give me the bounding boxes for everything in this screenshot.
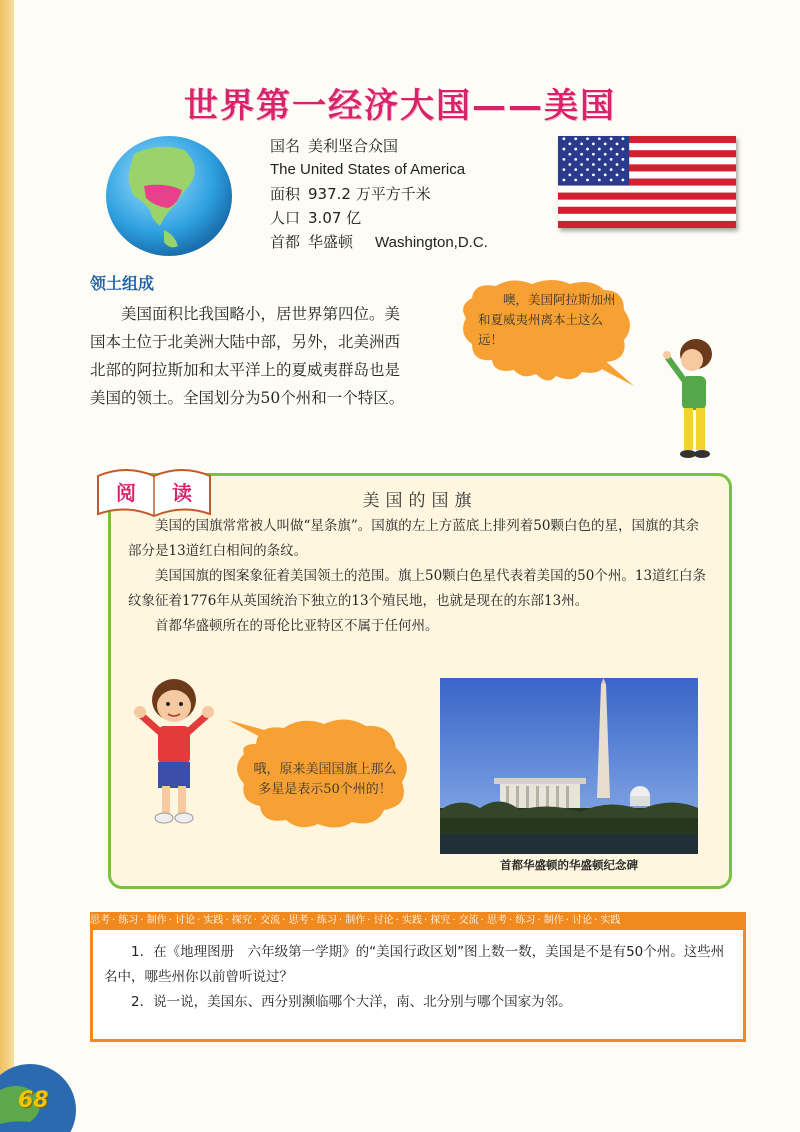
reading-title: 美国的国旗 bbox=[362, 491, 478, 511]
flag-star bbox=[574, 179, 577, 182]
page-title: 世界第一经济大国——美国 bbox=[184, 86, 616, 126]
ribbon-word: · 实践 bbox=[594, 915, 621, 926]
us-flag-image bbox=[558, 136, 736, 228]
bubble-text-stars: 哦，原来美国国旗上那么多星是表示50个州的！ bbox=[253, 762, 397, 797]
territory-heading: 领土组成 bbox=[90, 274, 155, 293]
ribbon-word: · 思考 bbox=[282, 915, 309, 926]
flag-star bbox=[610, 137, 613, 140]
exercise-text bbox=[104, 940, 728, 1015]
flag-star bbox=[562, 137, 565, 140]
flag-star bbox=[580, 173, 583, 176]
flag-star bbox=[574, 137, 577, 140]
photo-caption: 首都华盛顿的华盛顿纪念碑 bbox=[500, 858, 638, 872]
ribbon-word: · 交流 bbox=[253, 915, 281, 926]
ribbon-word: · 探究 bbox=[225, 915, 252, 926]
flag-star bbox=[616, 163, 619, 166]
reading-paragraph-2: 美国国旗的图案象征着美国领土的范围。旗上50颗白色星代表着美国的50个州。13道红白条纹象征着1776年从英国统治下独立的13个殖民地，也就是现在的东部13州。 bbox=[128, 568, 707, 609]
flag-star bbox=[604, 163, 607, 166]
flag-star bbox=[604, 143, 607, 146]
reading-paragraph-1: 美国的国旗常常被人叫做“星条旗”。国旗的左上方蓝底上排列着50颗白色的星，国旗的其余部分是13道红白相间的条纹。 bbox=[128, 518, 699, 559]
washington-monument-photo bbox=[440, 678, 698, 854]
flag-star bbox=[592, 153, 595, 156]
flag-star bbox=[580, 153, 583, 156]
flag-star bbox=[616, 173, 619, 176]
flag-star bbox=[604, 153, 607, 156]
ribbon-word: · 制作 bbox=[140, 915, 167, 926]
flag-star bbox=[610, 168, 613, 171]
reading-paragraph-3: 首都华盛顿所在的哥伦比亚特区不属于任何州。 bbox=[155, 618, 439, 634]
flag-star bbox=[574, 148, 577, 151]
flag-star bbox=[580, 163, 583, 166]
area-value: 937.2 万平方千米 bbox=[308, 185, 431, 203]
flag-star bbox=[592, 143, 595, 146]
ribbon-word: · 讨论 bbox=[565, 915, 593, 926]
page-edge-band bbox=[0, 0, 14, 1132]
flag-star bbox=[598, 179, 601, 182]
boy-waving-illustration bbox=[134, 676, 214, 828]
flag-star bbox=[562, 168, 565, 171]
flag-star bbox=[586, 168, 589, 171]
country-info bbox=[270, 134, 496, 255]
ribbon-word: · 实践 bbox=[395, 915, 422, 926]
flag-star bbox=[562, 148, 565, 151]
flag-star bbox=[586, 179, 589, 182]
name-value: 美利坚合众国 bbox=[308, 137, 399, 155]
flag-star bbox=[598, 137, 601, 140]
ribbon-word: · 练习 bbox=[310, 915, 337, 926]
activity-ribbon bbox=[90, 912, 746, 930]
name-label: 国名 bbox=[270, 137, 301, 155]
flag-star bbox=[574, 168, 577, 171]
flag-star bbox=[622, 168, 625, 171]
flag-star bbox=[568, 143, 571, 146]
globe-illustration bbox=[104, 134, 234, 258]
capital-english: Washington,D.C. bbox=[375, 234, 488, 251]
flag-star bbox=[562, 179, 565, 182]
capital-value: 华盛顿 bbox=[308, 233, 354, 251]
ribbon-word: · 讨论 bbox=[168, 915, 196, 926]
ribbon-word: · 练习 bbox=[509, 915, 536, 926]
ribbon-word: · 制作 bbox=[537, 915, 564, 926]
flag-star bbox=[568, 163, 571, 166]
reading-text bbox=[128, 514, 710, 639]
ribbon-word: · 探究 bbox=[423, 915, 451, 926]
flag-star bbox=[622, 137, 625, 140]
flag-star bbox=[574, 158, 577, 161]
ribbon-word: · 练习 bbox=[112, 915, 139, 926]
population-value: 3.07 亿 bbox=[308, 209, 362, 227]
flag-star bbox=[568, 153, 571, 156]
flag-star bbox=[610, 148, 613, 151]
flag-star bbox=[598, 148, 601, 151]
flag-star bbox=[622, 179, 625, 182]
ribbon-word: · 实践 bbox=[197, 915, 224, 926]
flag-star bbox=[586, 148, 589, 151]
flag-star bbox=[568, 173, 571, 176]
ribbon-word: · 交流 bbox=[452, 915, 479, 926]
flag-star bbox=[616, 153, 619, 156]
flag-star bbox=[562, 158, 565, 161]
boy-pointing-illustration bbox=[658, 338, 720, 466]
ribbon-word: · 制作 bbox=[338, 915, 366, 926]
flag-star bbox=[604, 173, 607, 176]
flag-star bbox=[586, 137, 589, 140]
flag-star bbox=[598, 168, 601, 171]
flag-star bbox=[586, 158, 589, 161]
flag-star bbox=[616, 143, 619, 146]
flag-star bbox=[610, 158, 613, 161]
flag-star bbox=[622, 158, 625, 161]
area-label: 面积 bbox=[270, 185, 301, 203]
exercise-question-1: 1．在《地理图册 六年级第一学期》的“美国行政区划”图上数一数，美国是不是有50个州。这些州名中，哪些州你以前曾听说过？ bbox=[104, 944, 725, 985]
page-number: 68 bbox=[18, 1088, 49, 1113]
english-name: The United States of America bbox=[270, 161, 466, 178]
ribbon-word: · 思考 bbox=[480, 915, 508, 926]
exercise-question-2: 2．说一说，美国东、西分别濒临哪个大洋，南、北分别与哪个国家为邻。 bbox=[131, 994, 572, 1010]
flag-star bbox=[598, 158, 601, 161]
badge-char-1: 阅 bbox=[116, 481, 136, 505]
ribbon-word: 思考 bbox=[90, 915, 110, 926]
bubble-text-alaska: 噢，美国阿拉斯加州和夏威夷州离本土这么远！ bbox=[478, 292, 616, 347]
capital-label: 首都 bbox=[270, 233, 301, 251]
territory-paragraph: 美国面积比我国略小，居世界第四位。美国本土位于北美洲大陆中部，另外，北美洲西北部的阿拉斯加和太平洋上的夏威夷群岛也是美国的领土。全国划分为50个州和一个特区。 bbox=[90, 305, 405, 407]
flag-star bbox=[622, 148, 625, 151]
flag-star bbox=[580, 143, 583, 146]
badge-char-2: 读 bbox=[172, 481, 192, 505]
flag-star bbox=[610, 179, 613, 182]
flag-star bbox=[592, 173, 595, 176]
ribbon-word: · 讨论 bbox=[367, 915, 394, 926]
population-label: 人口 bbox=[270, 209, 301, 227]
flag-star bbox=[592, 163, 595, 166]
